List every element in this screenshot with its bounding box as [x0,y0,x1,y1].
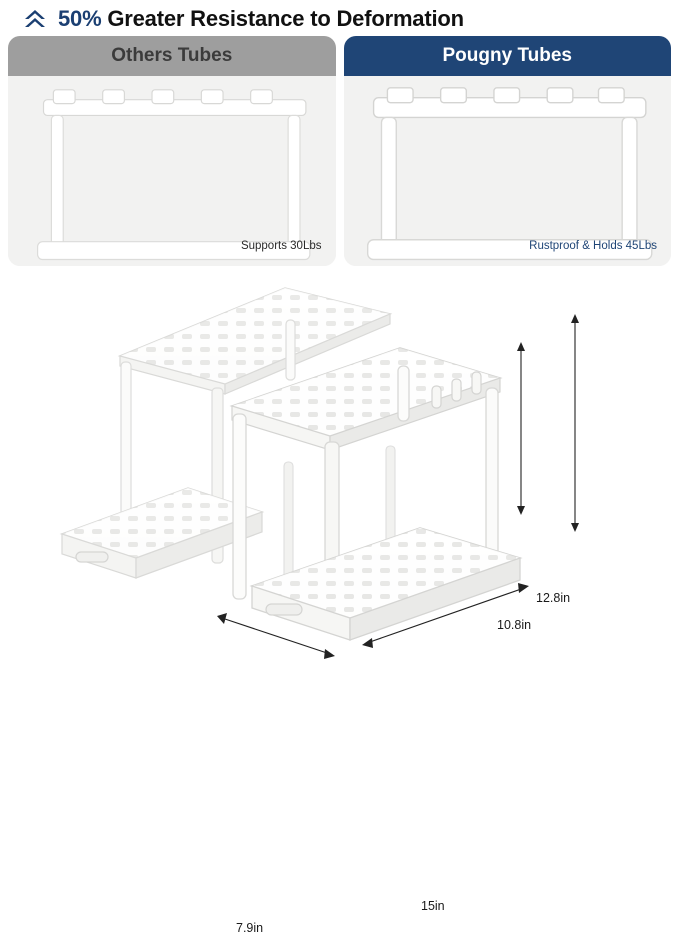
headline-percent: 50% [58,6,102,31]
panel-caption-others: Supports 30Lbs [240,240,322,252]
product-photo-section [0,266,679,935]
comparison-panel-others [8,36,336,266]
dimension-label-width: 15in [421,899,445,913]
dimension-label-depth: 7.9in [236,921,264,935]
panel-image-pougny [344,76,672,266]
panel-image-others [8,76,336,266]
product-illustration [0,266,679,666]
comparison-panel-pougny [344,36,672,266]
panel-caption-pougny: Rustproof & Holds 45Lbs [529,240,657,252]
headline-rest: Greater Resistance to Deformation [101,6,464,31]
dimension-label-height-tall: 12.8in [536,591,571,605]
panel-title-pougny: Pougny Tubes [344,36,672,76]
page-title [58,6,464,32]
rack-illustration-others [8,76,335,263]
headline-banner [0,0,679,36]
double-chevron-up-icon [22,6,48,32]
rack-illustration-pougny [344,76,671,263]
dimension-label-height-short: 10.8in [497,618,532,632]
comparison-section [0,36,679,266]
panel-title-others: Others Tubes [8,36,336,76]
